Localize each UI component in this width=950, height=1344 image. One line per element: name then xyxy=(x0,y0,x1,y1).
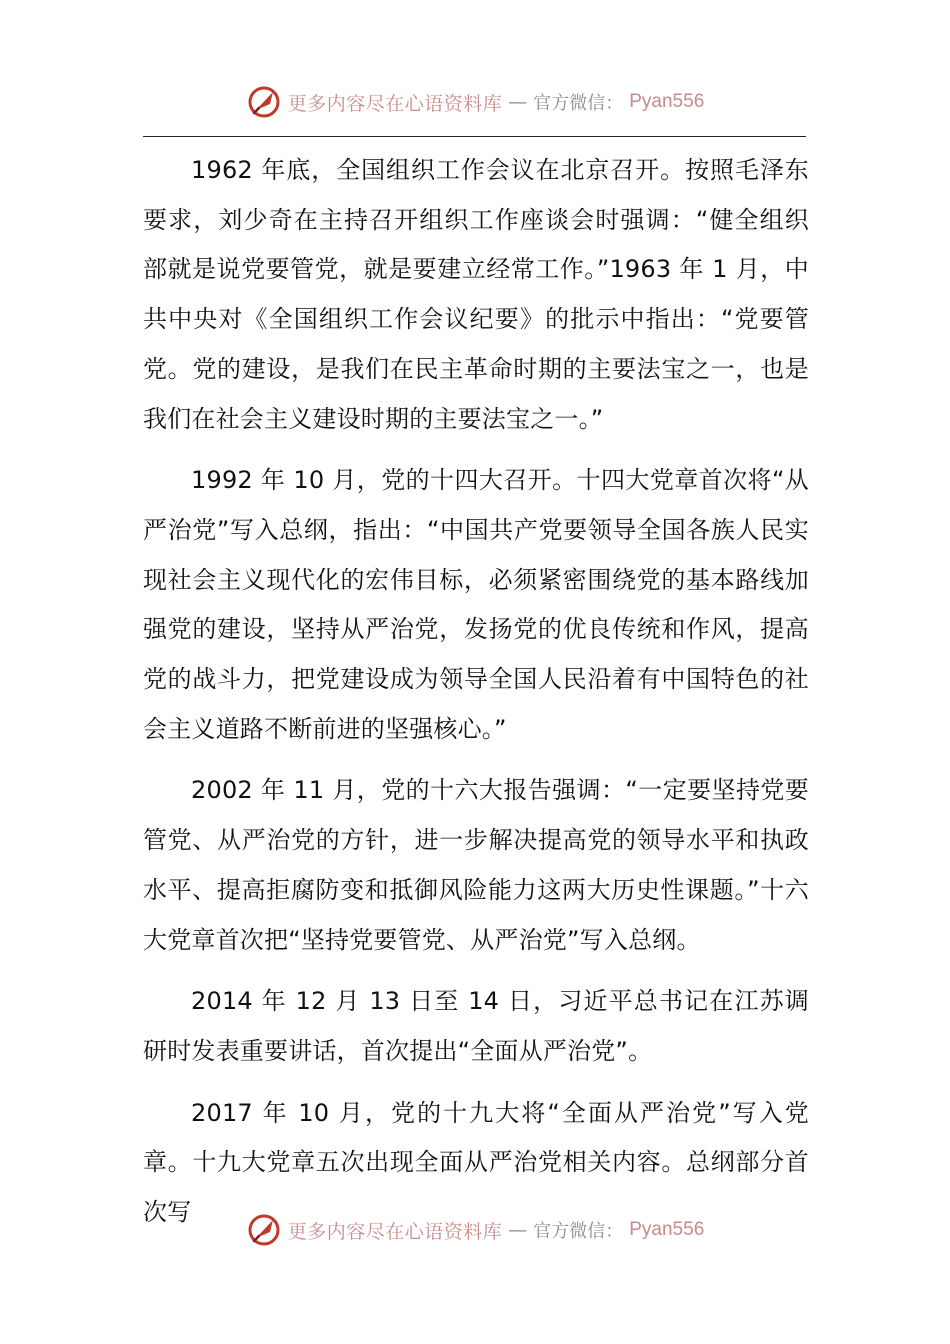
document-body xyxy=(143,146,809,1250)
banner-separator: — xyxy=(508,1219,528,1241)
paragraph-1992: 1992 年 10 月，党的十四大召开。十四大党章首次将“从严治党”写入总纲，指出：“中国共产党要领导全国各族人民实现社会主义现代化的宏伟目标，必须紧密围绕党的基本路线加强党的建设，坚持从严治党，发扬党的优良传统和作风，提高党的战斗力，把党建设成为领导全国人民沿着有中国特色的社会主义道路不断前进的坚强核心。” xyxy=(143,466,809,743)
footer-banner xyxy=(0,1210,950,1250)
banner-brand-text: 更多内容尽在心语资料库 xyxy=(287,92,503,115)
header-banner xyxy=(0,82,950,122)
paragraph-2017: 2017 年 10 月，党的十九大将“全面从严治党”写入党章。十九大党章五次出现全面从严治党相关内容。总纲部分首次写 xyxy=(143,1098,809,1227)
banner-wechat-id: Pyan556 xyxy=(629,1219,705,1240)
header-divider xyxy=(143,136,806,137)
paragraph-1962: 1962 年底，全国组织工作会议在北京召开。按照毛泽东要求，刘少奇在主持召开组织工作座谈会时强调：“健全组织部就是说党要管党，就是要建立经常工作。”1963 年 1 月，中共中央对《全国组织工作会议纪要》的批示中指出：“党要管党。党的建设，是我们在民主革命时期的主要法宝之一，也是我们在社会主义建设时期的主要法宝之一。” xyxy=(143,156,809,433)
banner-separator: — xyxy=(508,91,528,113)
paragraph-2002: 2002 年 11 月，党的十六大报告强调：“一定要坚持党要管党、从严治党的方针，进一步解决提高党的领导水平和执政水平、提高拒腐防变和抵御风险能力这两大历史性课题。”十六大党章首次把“坚持党要管党、从严治党”写入总纲。 xyxy=(143,776,809,954)
banner-wechat-label: 官方微信： xyxy=(533,1221,624,1242)
banner-brand-text: 更多内容尽在心语资料库 xyxy=(287,1220,503,1243)
quill-logo-icon xyxy=(246,1212,282,1248)
banner-wechat-label: 官方微信： xyxy=(533,93,624,114)
quill-logo-icon xyxy=(246,84,282,120)
banner-wechat-id: Pyan556 xyxy=(629,91,705,112)
paragraph-2014: 2014 年 12 月 13 日至 14 日，习近平总书记在江苏调研时发表重要讲话，首次提出“全面从严治党”。 xyxy=(143,987,809,1065)
